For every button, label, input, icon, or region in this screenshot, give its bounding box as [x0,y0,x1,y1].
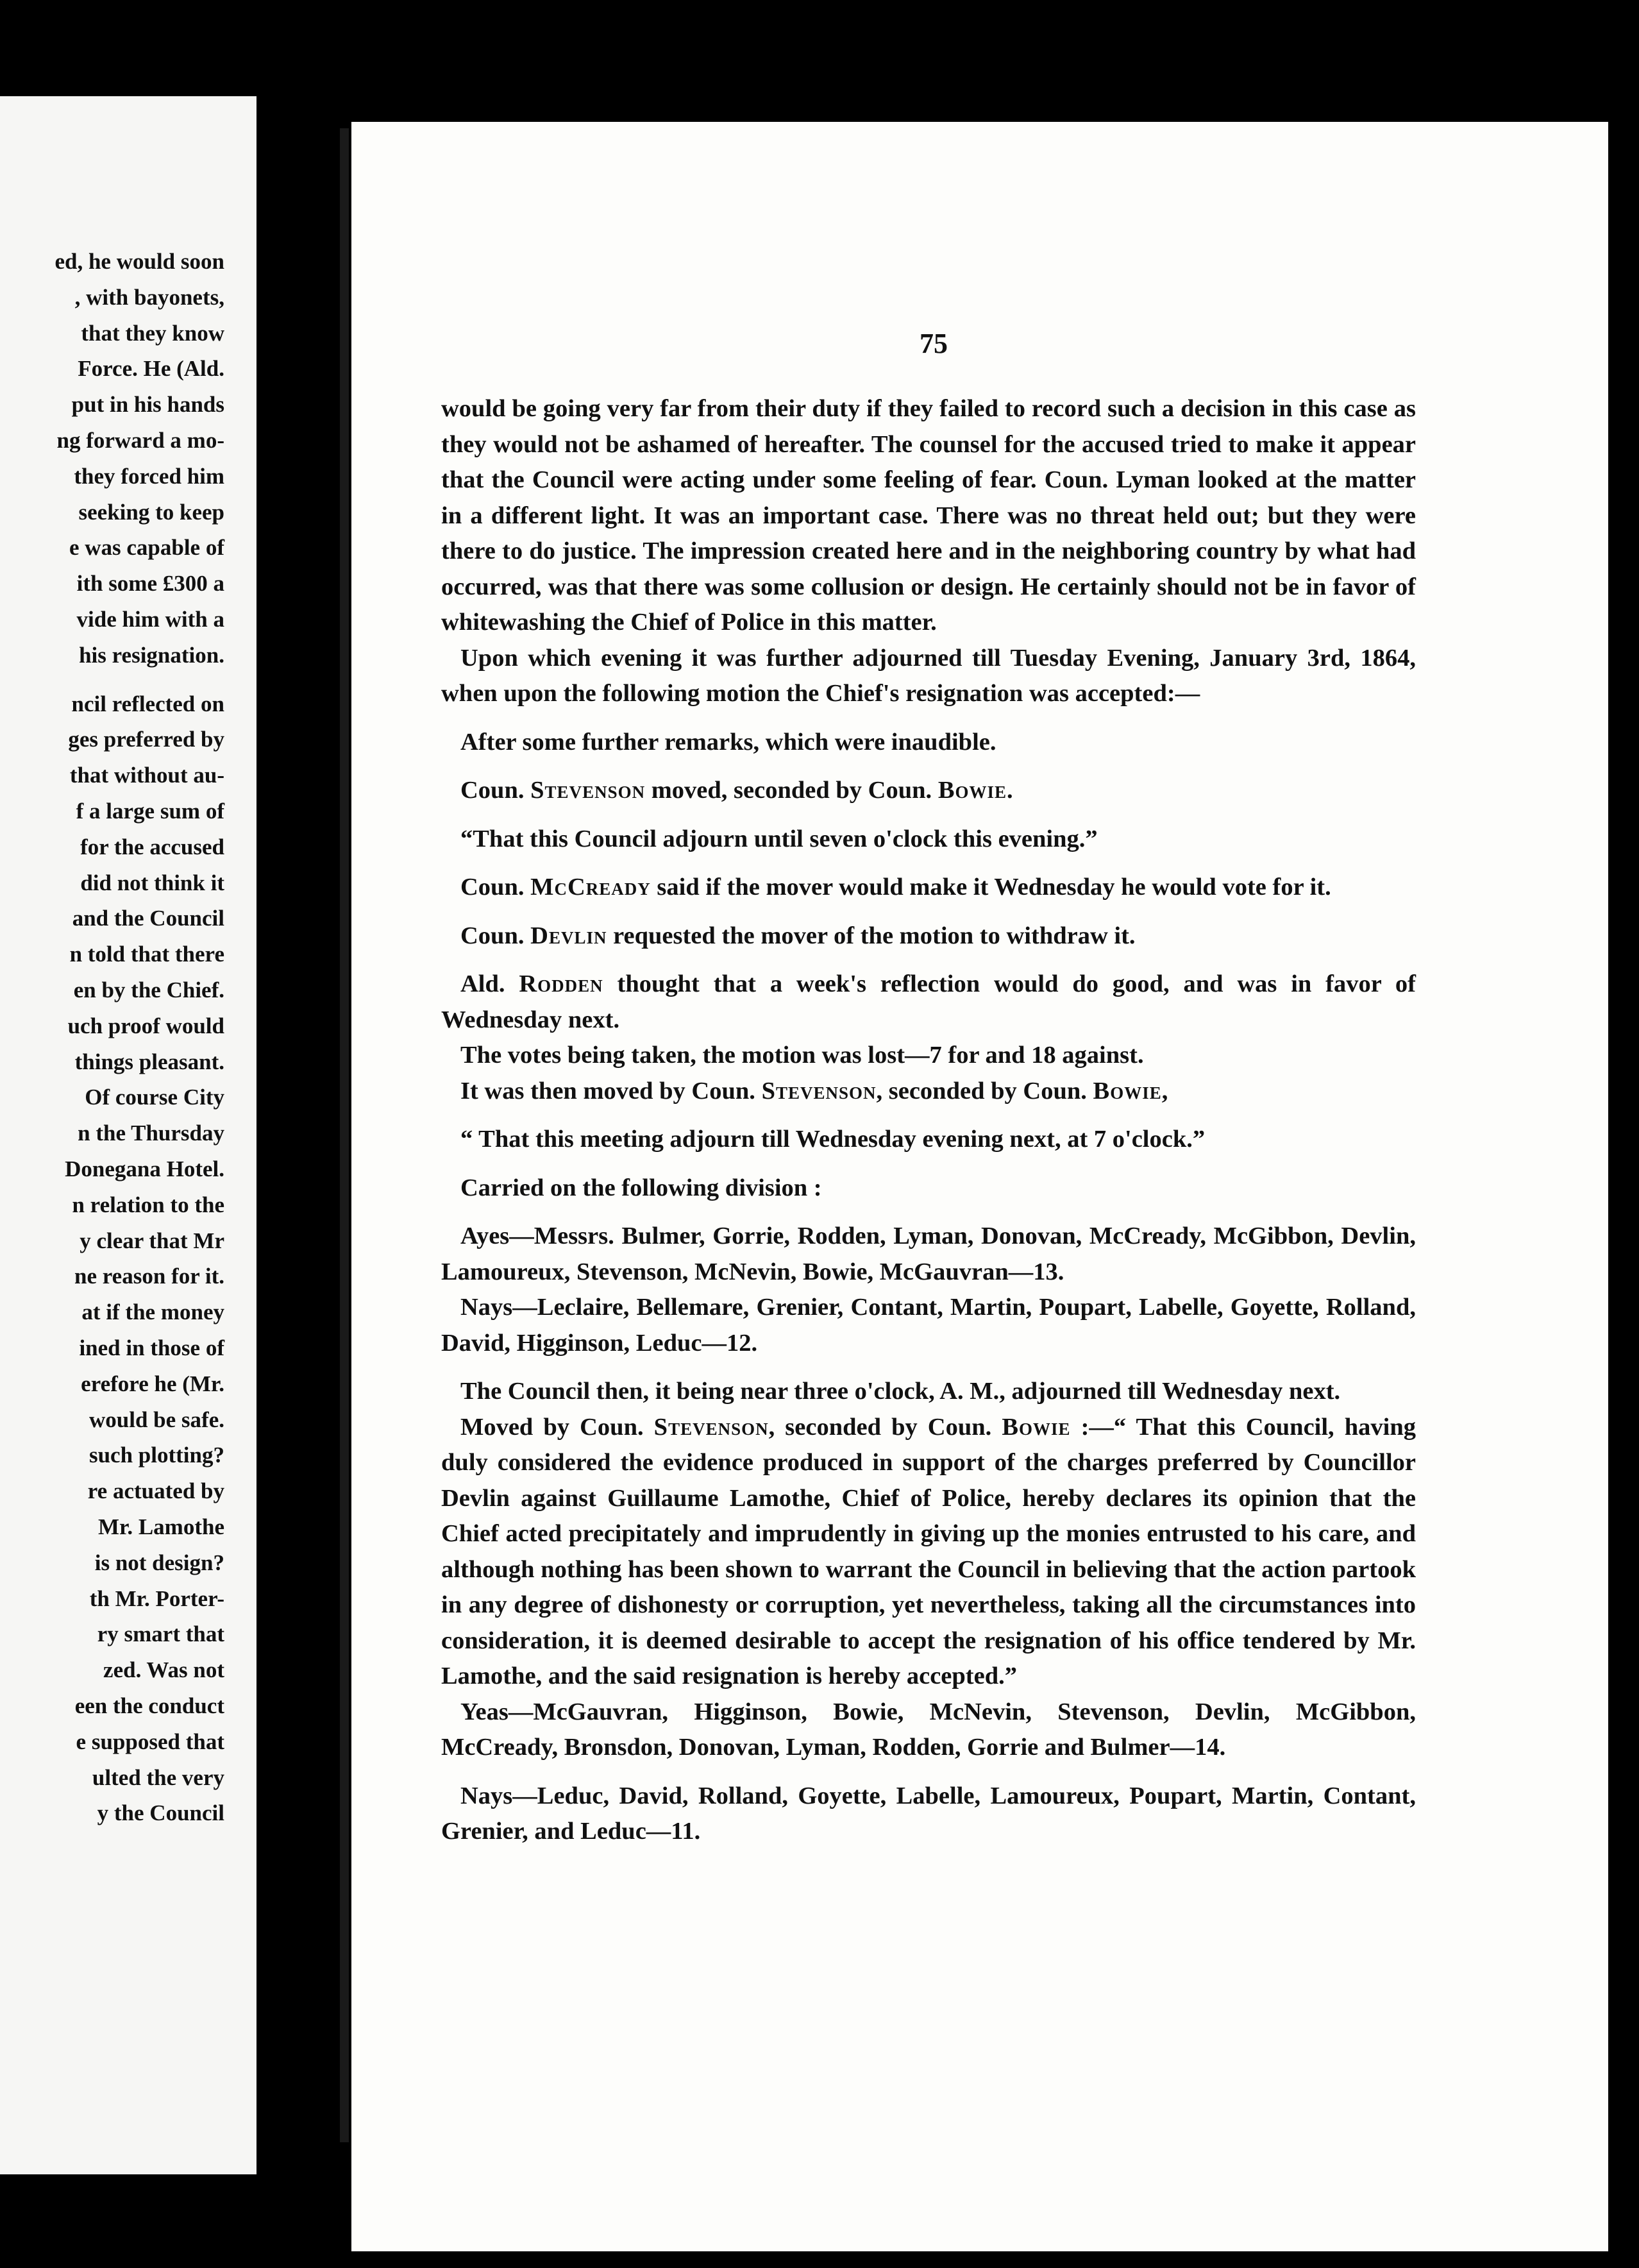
paragraph-rodden [441,967,1416,1038]
left-page-line: ed, he would soon [55,249,224,274]
left-page-line: ry smart that [97,1621,224,1647]
left-page-line: n told that there [69,942,224,967]
left-page-line: Donegana Hotel. [65,1156,224,1181]
left-page-line: vide him with a [76,607,224,632]
left-page-line: y the Council [97,1800,224,1826]
left-page-line: his resignation. [79,642,224,668]
councillor-name: Devlin [530,922,607,949]
left-page-line: zed. Was not [103,1657,224,1683]
text-run: It was then moved by Coun. [460,1077,762,1104]
left-page-line: ncil reflected on [71,691,224,716]
councillor-name: Bowie [937,777,1007,804]
left-page-line: re actuated by [87,1478,224,1504]
councillor-name: Stevenson [761,1077,877,1104]
text-run: Coun. [460,922,531,949]
left-page-line: that without au- [69,763,224,788]
left-page-line: would be safe. [89,1407,224,1432]
left-page-line: they forced him [74,463,224,489]
left-page-line: seeking to keep [78,499,224,525]
paragraph-final-nays: Nays—Leduc, David, Rolland, Goyette, Labelle, Lamoureux, Poupart, Martin, Contant, Grenier, and Leduc—11. [441,1782,1416,1845]
paragraph-resignation-motion [441,1410,1416,1695]
left-page-line: for the accused [80,834,224,859]
left-page-line: Of course City [85,1085,224,1110]
text-run: said if the mover would make it Wednesday he would vote for it. [650,874,1331,901]
left-page-line: en by the Chief. [73,977,224,1003]
paragraph-mccready [441,870,1416,906]
text-run: Moved by Coun. [460,1413,654,1441]
left-page-line: een the conduct [74,1693,224,1718]
councillor-name: Stevenson [530,777,646,804]
paragraph-devlin [441,918,1416,954]
left-page-line: uch proof would [67,1013,224,1038]
left-page-line: is not design? [94,1550,224,1575]
paragraph-adjournment: Upon which evening it was further adjourned till Tuesday Evening, January 3rd, 1864, when upon the following motion the Chief's resignation was accepted:— [441,644,1416,707]
left-page-line: ges preferred by [68,727,224,752]
paragraph-vote-result: The votes being taken, the motion was lost—7 for and 18 against. [460,1042,1144,1069]
councillor-name: Stevenson [653,1413,769,1441]
text-run: Coun. [460,874,531,901]
left-page-line: e was capable of [69,535,224,561]
left-page-line: n relation to the [72,1192,224,1217]
paragraph-council-adjourned: The Council then, it being near three o'clock, A. M., adjourned till Wednesday next. [460,1378,1341,1405]
text-run: Ald. [460,970,519,997]
left-page-line: ith some £300 a [76,571,224,597]
text-run: Coun. [460,777,531,804]
text-run: , seconded by Coun. [876,1077,1093,1104]
councillor-name: McCready [530,874,651,901]
left-page-line: put in his hands [71,392,224,418]
left-page-line: e supposed that [76,1729,224,1754]
text-run: , [1161,1077,1168,1104]
left-page-line: things pleasant. [74,1049,224,1074]
paragraph-motion-1 [441,773,1416,809]
text-run: :—“ That this Council, having duly considered the evidence produced in support of the charges preferred by Councillor Devlin against Guillaume Lamothe, Chief of Police, hereby declares its opinion that the Chief acted precipitately and imprudently in giving up the monies entrusted to his care, and although nothing has been shown to warrant the Council in believing that the action partook in any degree of dishonesty or corruption, yet nevertheless, taking all the circumstances into consideration, it is deemed desirable to accept the resignation of his office tendered by Mr. Lamothe, and the said resignation is hereby accepted.” [441,1413,1416,1689]
paragraph-division: Carried on the following division : [460,1174,822,1201]
paragraph-ayes: Ayes—Messrs. Bulmer, Gorrie, Rodden, Lyman, Donovan, McCready, McGibbon, Devlin, Lamoureux, Stevenson, McNevin, Bowie, McGauvran—13. [441,1223,1416,1285]
paragraph-motion-quote-2: “ That this meeting adjourn till Wednesday evening next, at 7 o'clock.” [460,1126,1206,1153]
left-page-line: and the Council [72,906,224,931]
paragraph-motion-quote-1: “That this Council adjourn until seven o'clock this evening.” [460,825,1098,852]
councillor-name: Bowie [1002,1413,1071,1441]
left-page-line: ng forward a mo- [56,428,224,453]
left-page-line: , with bayonets, [74,284,224,310]
paragraph-yeas: Yeas—McGauvran, Higginson, Bowie, McNevin, Stevenson, Devlin, McGibbon, McCready, Bronsdon, Donovan, Lyman, Rodden, Gorrie and Bulmer—14. [441,1698,1416,1761]
left-page-line: did not think it [80,870,224,895]
left-page-line: y clear that Mr [80,1228,224,1253]
paragraph-continuation: would be going very far from their duty if they failed to record such a decision in this case as they would not be ashamed of hereafter. The counsel for the accused tried to make it appear that the Council were acting under some feeling of fear. Coun. Lyman looked at the matter in a different light. It was an important case. There was no threat held out; but they were there to do justice. The impression created here and in the neighboring country by what had occurred, was that there was some collusion or design. He certainly should not be in favor of whitewashing the Chief of Police in this matter. [441,395,1416,636]
left-page-line: ulted the very [92,1764,224,1790]
page-text [441,391,1416,1850]
left-page-line: that they know [81,320,224,346]
text-run: . [1007,777,1013,804]
left-page-line: f a large sum of [76,799,224,824]
paragraph-nays: Nays—Leclaire, Bellemare, Grenier, Contant, Martin, Poupart, Labelle, Goyette, Rolland, David, Higginson, Leduc—12. [441,1294,1416,1357]
left-page-line: such plotting? [88,1443,224,1468]
text-run: , seconded by Coun. [768,1413,1002,1441]
text-run: moved, seconded by Coun. [645,777,938,804]
text-run: thought that a week's reflection would do good, and was in favor of Wednesday next. [441,970,1416,1033]
book-page [351,122,1608,2251]
left-page-line: th Mr. Porter- [89,1586,224,1611]
left-page-line: ined in those of [79,1335,224,1360]
paragraph-motion-2 [441,1074,1416,1110]
councillor-name: Rodden [519,970,603,997]
left-page-line: erefore he (Mr. [81,1371,224,1396]
councillor-name: Bowie [1093,1077,1162,1104]
left-page-line: n the Thursday [78,1121,224,1146]
left-page-line: Force. He (Ald. [78,356,224,382]
paragraph-remarks: After some further remarks, which were inaudible. [460,728,996,756]
left-page-line: ne reason for it. [74,1264,224,1289]
left-page-line: Mr. Lamothe [97,1514,224,1539]
previous-page-fragment [0,96,256,2174]
text-run: requested the mover of the motion to withdraw it. [607,922,1136,949]
left-page-line: at if the money [81,1299,224,1325]
book-gutter [340,128,349,2142]
page-number: 75 [920,328,948,359]
